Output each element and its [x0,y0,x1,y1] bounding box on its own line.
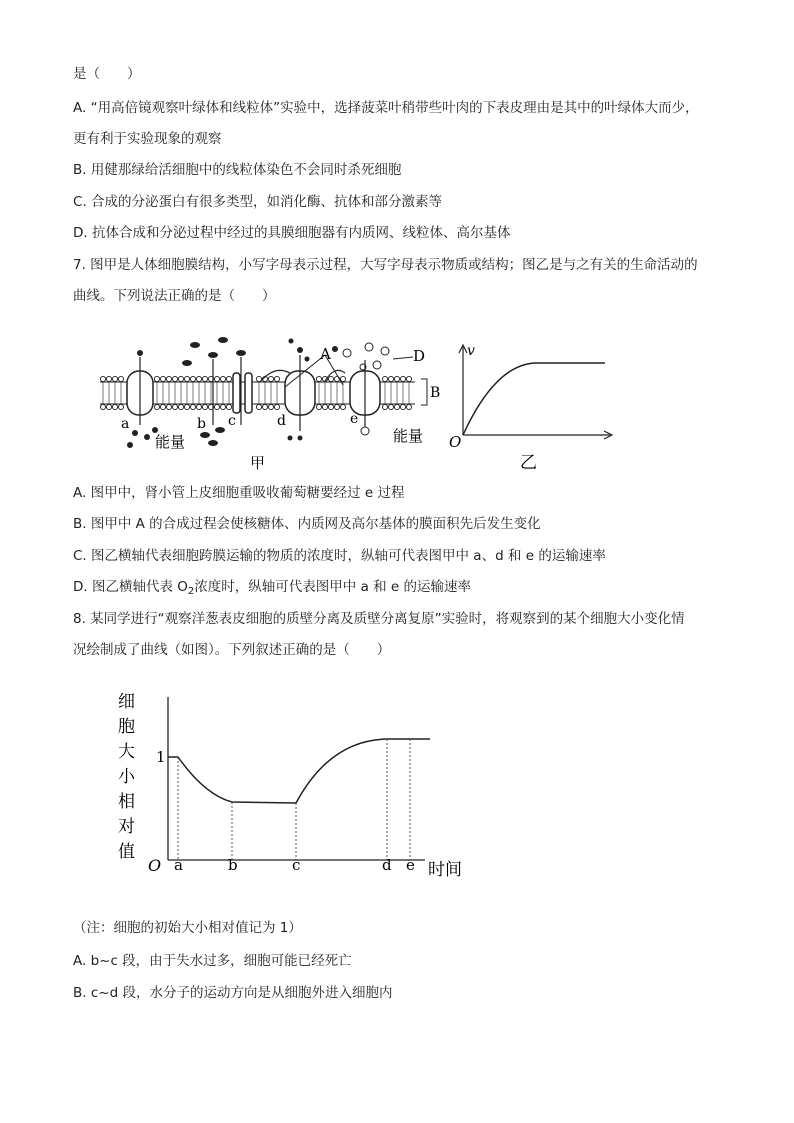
phospholipid-head [394,376,399,381]
phospholipid-head [274,376,279,381]
phospholipid-head [334,404,339,409]
phospholipid-head [184,404,189,409]
caption-jia: 甲 [250,454,266,472]
x-tick-e: e [406,856,415,874]
phospholipid-head [196,404,201,409]
phospholipid-head [388,376,393,381]
ylabel-char: 细 [118,692,135,712]
q6-option-b: B. 用健那绿给活细胞中的线粒体染色不会同时杀死细胞 [73,162,402,178]
phospholipid-head [214,404,219,409]
label-a: a [121,416,130,432]
label-b: b [197,416,206,432]
label-energy-left: 能量 [155,433,186,451]
phospholipid-head [406,376,411,381]
q7-option-c: C. 图乙横轴代表细胞跨膜运输的物质的浓度时，纵轴可代表图甲中 a、d 和 e 的运输速率 [73,548,606,564]
q7-stem-line1: 7. 图甲是人体细胞膜结构，小写字母表示过程，大写字母表示物质或结构；图乙是与之有关的生命活动的 [73,257,698,273]
phospholipid-head [178,376,183,381]
phospholipid-head [340,404,345,409]
q6-tail: 是（ ） [73,66,141,82]
phospholipid-head [190,404,195,409]
ylabel-char: 胞 [118,717,135,737]
phospholipid-head [166,404,171,409]
yi-y-label: v [467,343,475,359]
phospholipid-head [196,376,201,381]
ylabel-char: 对 [118,817,135,837]
phospholipid-head [106,376,111,381]
phospholipid-head [382,404,387,409]
phospholipid-head [172,376,177,381]
molecules-outside [137,337,338,366]
x-tick-a: a [174,856,183,874]
phospholipid-head [214,376,219,381]
phospholipid-head [154,404,159,409]
curve-yi [463,363,605,435]
ylabel-char: 小 [118,767,135,787]
x-tick-b: b [228,856,238,874]
phospholipid-head [406,404,411,409]
phospholipid-head [202,404,207,409]
label-D: D [413,347,426,365]
phospholipid-head [400,376,405,381]
phospholipid-head [220,404,225,409]
phospholipid-head [118,404,123,409]
phospholipid-head [202,376,207,381]
q7-option-b: B. 图甲中 A 的合成过程会使核糖体、内质网及高尔基体的膜面积先后发生变化 [73,516,541,532]
phospholipid-head [394,404,399,409]
phospholipid-head [106,404,111,409]
label-A: A [320,345,331,363]
label-e: e [350,411,359,427]
molecules-inside [127,427,303,448]
molecules-outside-open [343,343,389,370]
q7-option-a: A. 图甲中，肾小管上皮细胞重吸收葡萄糖要经过 e 过程 [73,485,405,501]
label-energy-right: 能量 [393,427,424,445]
figure-8-chart [110,685,470,885]
phospholipid-head [112,404,117,409]
phospholipid-head [382,376,387,381]
phospholipid-head [400,404,405,409]
label-c: c [228,413,236,429]
figure-7 [95,335,615,475]
phospholipid-head [100,404,105,409]
dashed-guides [178,739,410,860]
q8-option-b: B. c~d 段，水分子的运动方向是从细胞外进入细胞内 [73,985,393,1001]
phospholipid-head [388,404,393,409]
phospholipid-head [268,404,273,409]
phospholipid-head [322,404,327,409]
origin-label: O [148,856,162,875]
phospholipid-head [316,376,321,381]
phospholipid-head [160,404,165,409]
x-tick-d: d [382,856,392,874]
y-tick-1: 1 [156,748,166,766]
x-tick-c: c [292,856,301,874]
q6-option-d: D. 抗体合成和分泌过程中经过的具膜细胞器有内质网、线粒体、高尔基体 [73,225,511,241]
yi-caption: 乙 [520,453,537,473]
q6-option-a-line2: 更有利于实验现象的观察 [73,131,222,147]
ylabel-chars [118,692,136,862]
q6-option-a-line1: A. “用高倍镜观察叶绿体和线粒体”实验中，选择菠菜叶稍带些叶肉的下表皮理由是其中的叶绿体大而少， [73,100,699,116]
phospholipid-head [328,404,333,409]
ylabel-char: 大 [118,742,135,762]
phospholipid-head [328,376,333,381]
phospholipid-head [226,404,231,409]
label-B: B [430,385,441,401]
phospholipid-head [220,376,225,381]
yi-origin: O [449,433,462,451]
x-axis-label: 时间 [428,860,462,880]
phospholipid-head [160,376,165,381]
label-d: d [277,413,286,429]
phospholipid-head [178,404,183,409]
q7-stem-line2: 曲线。下列说法正确的是（ ） [73,288,276,304]
phospholipid-head [226,376,231,381]
phospholipid-head [112,376,117,381]
phospholipid-head [268,376,273,381]
q8-stem-line2: 况绘制成了曲线（如图）。下列叙述正确的是（ ） [73,642,391,658]
phospholipid-head [166,376,171,381]
q8-stem-line1: 8. 某同学进行“观察洋葱表皮细胞的质壁分离及质壁分离复原”实验时，将观察到的某个细胞大小变化情 [73,611,685,627]
phospholipid-head [154,376,159,381]
phospholipid-head [274,404,279,409]
phospholipid-head [340,376,345,381]
chart-yi [449,343,612,473]
ylabel-char: 相 [118,792,135,812]
curve-cell-size [168,739,430,803]
q6-option-c: C. 合成的分泌蛋白有很多类型，如消化酶、抗体和部分激素等 [73,194,443,210]
phospholipid-head [184,376,189,381]
phospholipid-head [118,376,123,381]
phospholipid-head [316,404,321,409]
q7-option-d: D. 图乙横轴代表 $O_2$浓度时，纵轴可代表图甲中 a 和 e 的运输速率 [73,579,472,597]
phospholipid-head [190,376,195,381]
phospholipid-head [100,376,105,381]
q8-note: （注：细胞的初始大小相对值记为 1） [73,920,302,936]
phospholipid-head [172,404,177,409]
phospholipid-head [256,404,261,409]
q8-option-a: A. b~c 段，由于失水过多，细胞可能已经死亡 [73,953,352,969]
ylabel-char: 值 [118,842,135,862]
phospholipid-head [262,404,267,409]
